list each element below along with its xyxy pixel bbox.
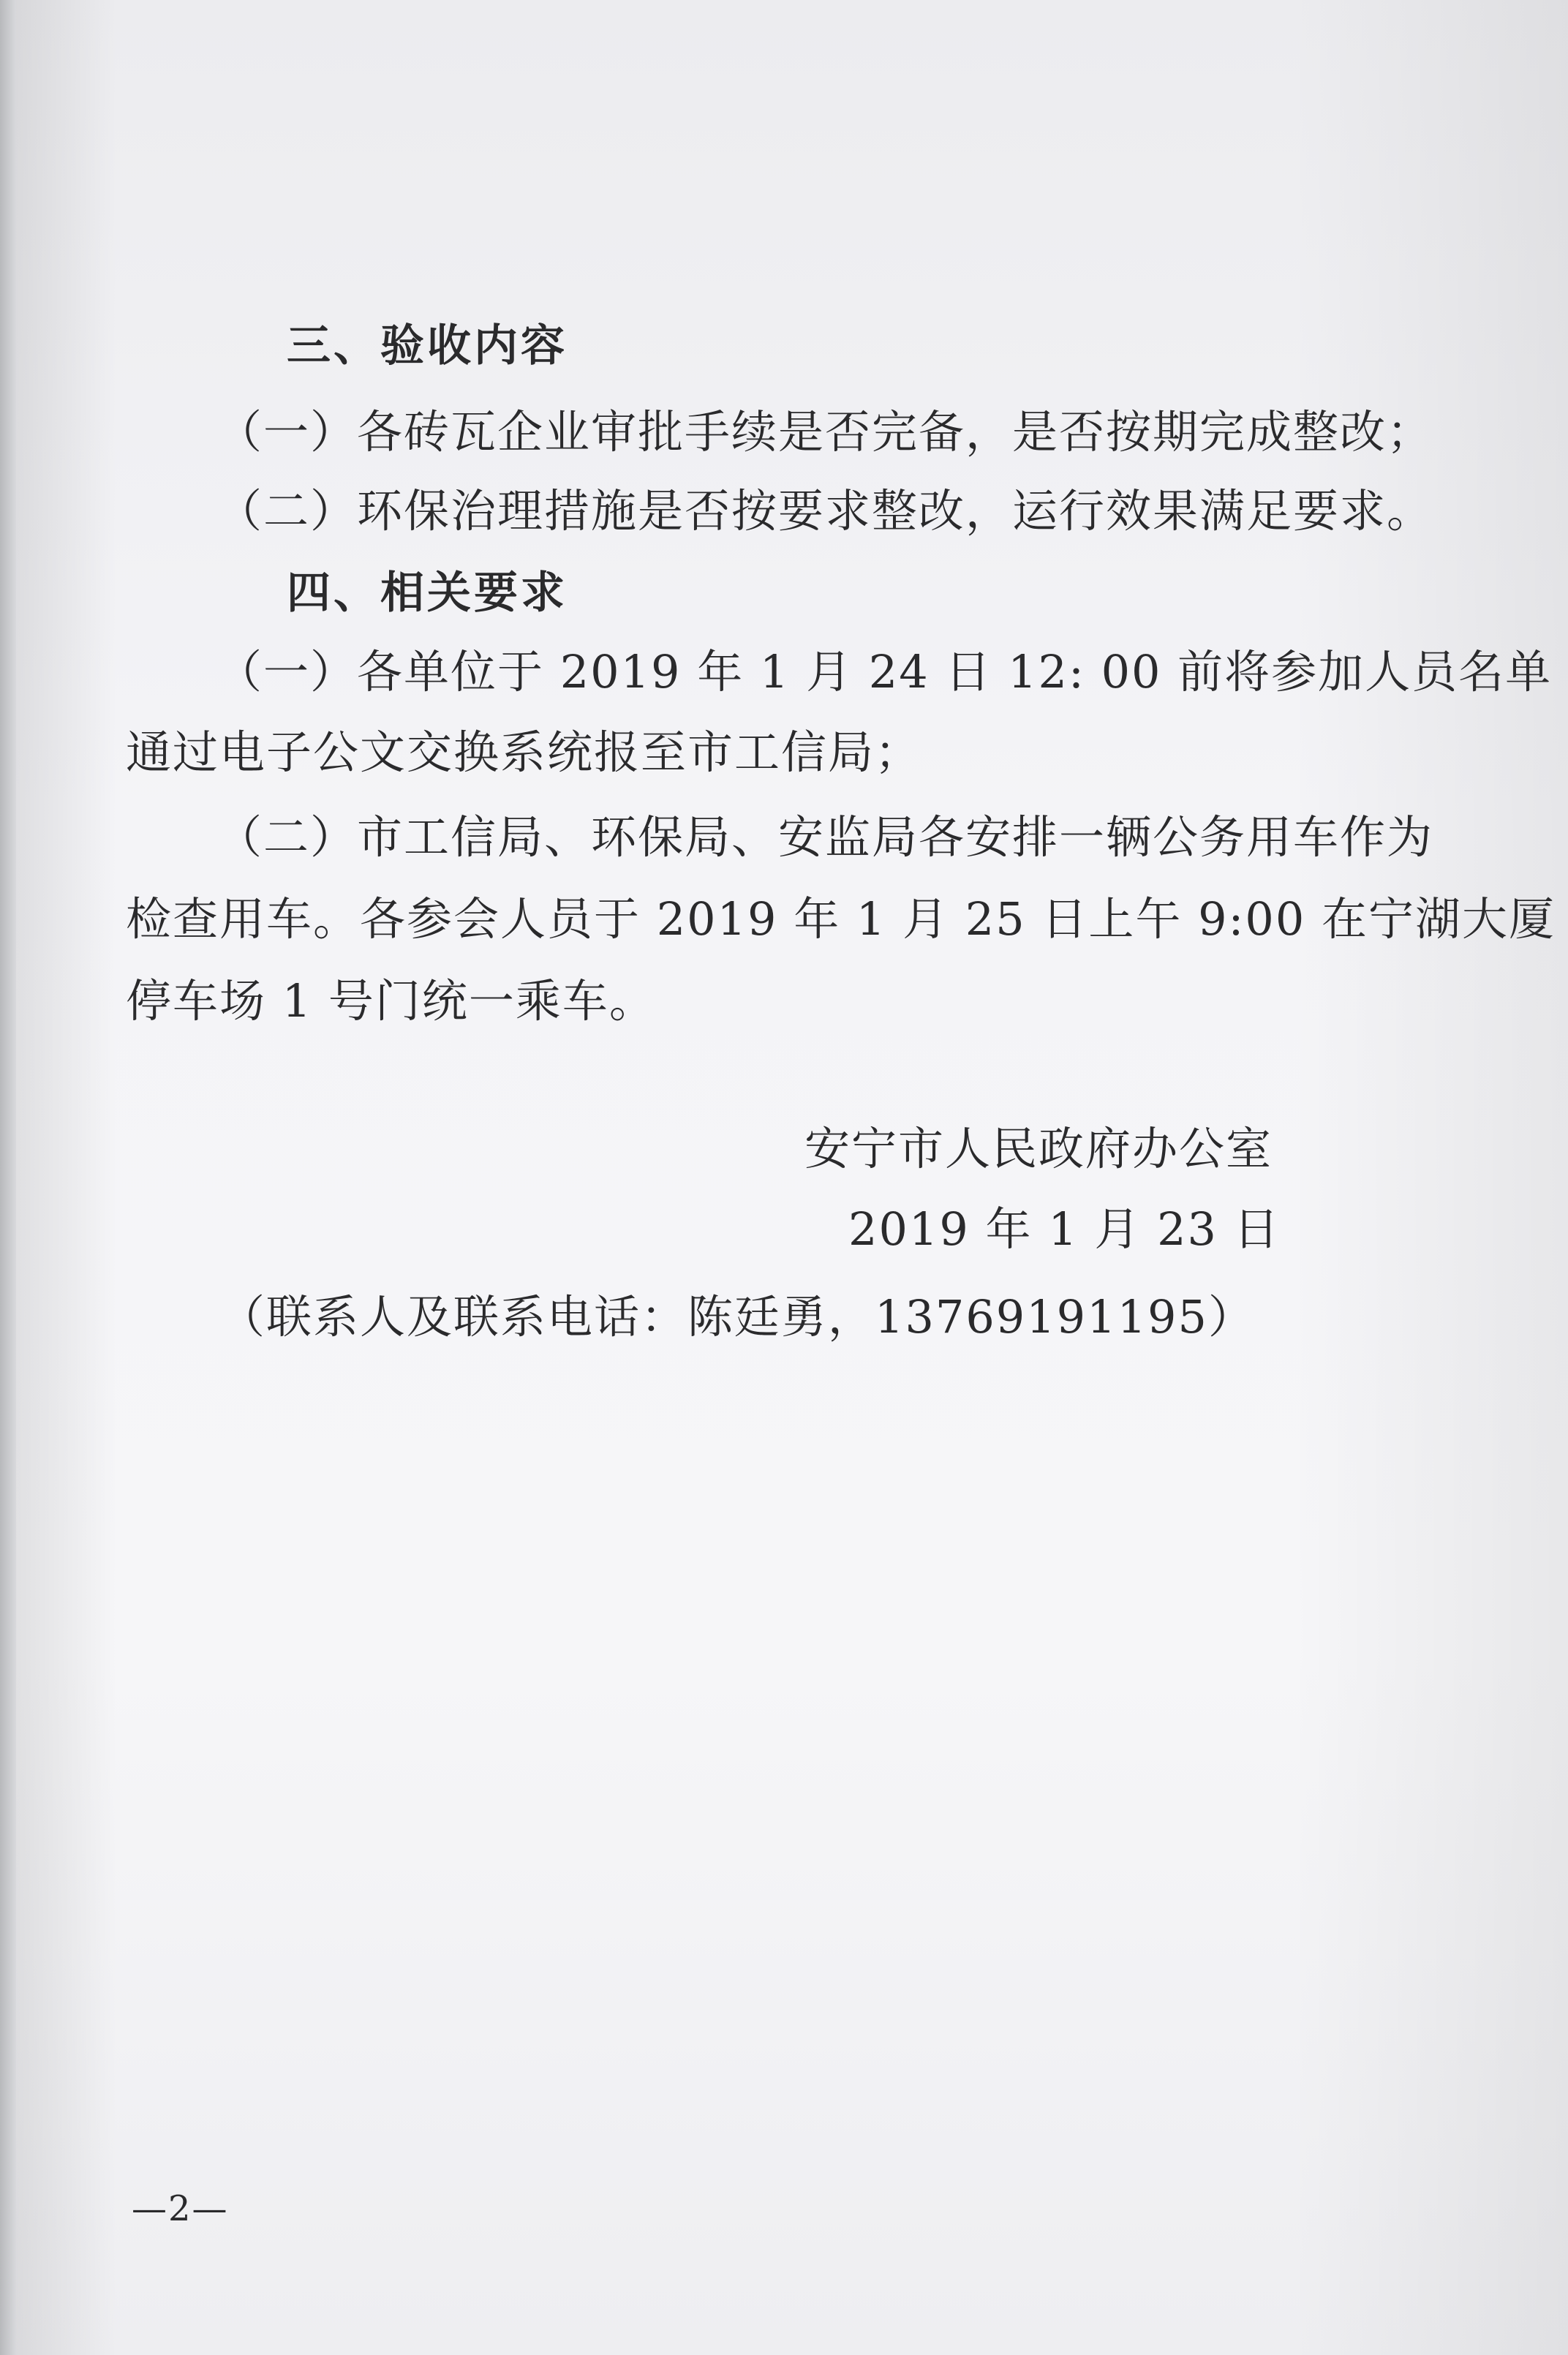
section-4-item-2-line-1: （二）市工信局、环保局、安监局各安排一辆公务用车作为: [216, 810, 1434, 864]
section-3-heading: 三、验收内容: [287, 320, 568, 372]
section-4-item-2-line-3: 停车场 1 号门统一乘车。: [126, 974, 656, 1028]
issuing-office: 安宁市人民政府办公室: [804, 1122, 1273, 1175]
page-number: —2—: [132, 2188, 229, 2229]
section-4-item-1-line-2: 通过电子公文交换系统报至市工信局；: [126, 726, 922, 779]
section-4-heading: 四、相关要求: [287, 568, 568, 619]
section-4-item-1-line-1: （一）各单位于 2019 年 1 月 24 日 12: 00 前将参加人员名单: [216, 645, 1553, 698]
section-4-item-2-line-2: 检查用车。各参会人员于 2019 年 1 月 25 日上午 9:00 在宁湖大厦: [126, 892, 1556, 946]
contact-info: （联系人及联系电话：陈廷勇，13769191195）: [219, 1290, 1255, 1344]
section-3-item-1: （一）各砖瓦企业审批手续是否完备，是否按期完成整改；: [216, 405, 1434, 459]
issue-date: 2019 年 1 月 23 日: [848, 1202, 1281, 1256]
section-3-item-2: （二）环保治理措施是否按要求整改，运行效果满足要求。: [216, 484, 1434, 538]
page-edge-shadow: [0, 0, 16, 2355]
